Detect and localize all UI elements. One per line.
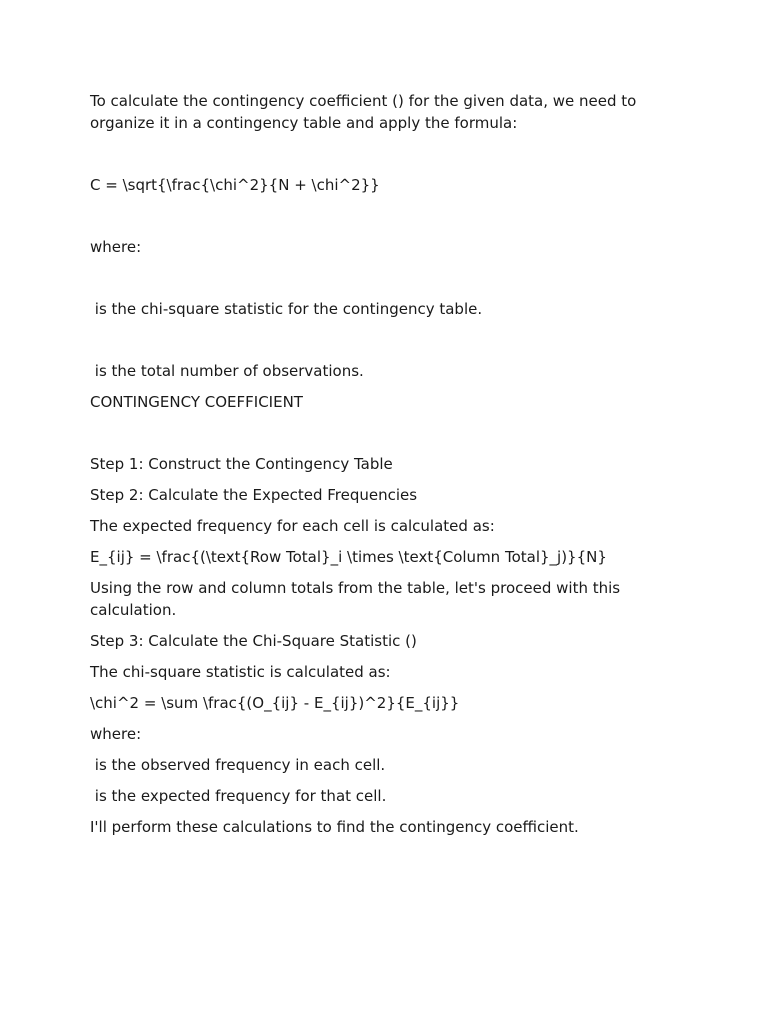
where-label: where: [90, 238, 142, 256]
definition-observed-frequency: is the observed frequency in each cell. [90, 756, 386, 774]
closing-paragraph: I'll perform these calculations to find the contingency coefficient. [90, 818, 579, 836]
formula-chi-square: \chi^2 = \sum \frac{(O_{ij} - E_{ij})^2}{E_{ij}} [90, 694, 460, 712]
formula-expected-frequency: E_{ij} = \frac{(\text{Row Total}_i \times \text{Column Total}_j)}{N} [90, 548, 607, 566]
formula-contingency-coefficient: C = \sqrt{\frac{\chi^2}{N + \chi^2}} [90, 176, 380, 194]
step-2-heading: Step 2: Calculate the Expected Frequencies [90, 486, 418, 504]
chi-square-intro: The chi-square statistic is calculated as: [90, 663, 391, 681]
expected-frequency-intro: The expected frequency for each cell is calculated as: [90, 517, 495, 535]
definition-expected-frequency: is the expected frequency for that cell. [90, 787, 387, 805]
step-1-heading: Step 1: Construct the Contingency Table [90, 455, 393, 473]
definition-total-observations: is the total number of observations. [90, 362, 364, 380]
section-heading: CONTINGENCY COEFFICIENT [90, 393, 303, 411]
using-totals-paragraph: Using the row and column totals from the table, let's proceed with this calculation. [90, 579, 625, 619]
step-3-heading: Step 3: Calculate the Chi-Square Statistic () [90, 632, 417, 650]
where-label-2: where: [90, 725, 142, 743]
definition-chi-square: is the chi-square statistic for the contingency table. [90, 300, 483, 318]
intro-paragraph: To calculate the contingency coefficient () for the given data, we need to organize it in a contingency table and apply the formula: [90, 92, 642, 132]
document-body [90, 90, 670, 847]
